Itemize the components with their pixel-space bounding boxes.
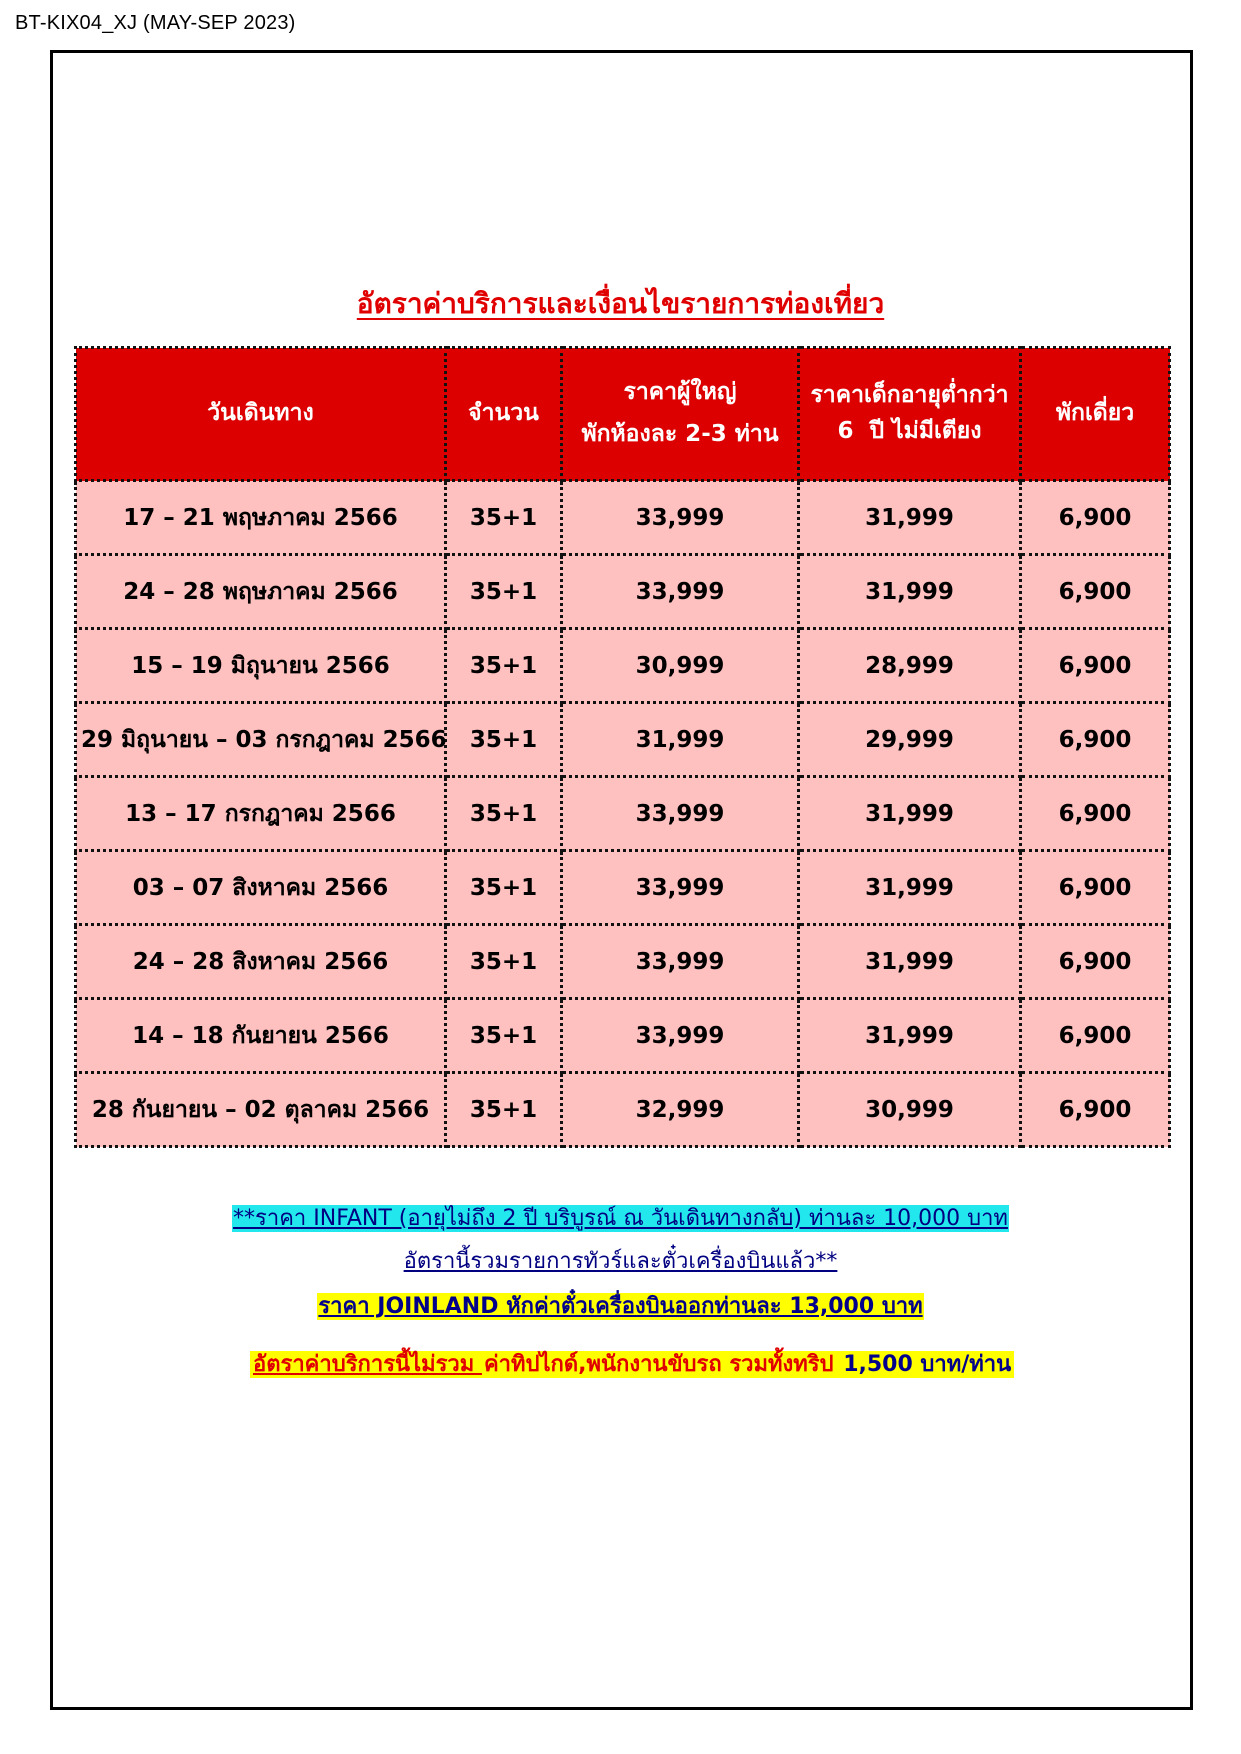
document-code: BT-KIX04_XJ (MAY-SEP 2023) (15, 12, 296, 34)
cell-child-price: 30,999 (799, 1073, 1021, 1147)
cell-qty: 35+1 (446, 1073, 562, 1147)
cell-adult-price: 33,999 (562, 925, 799, 999)
cell-qty: 35+1 (446, 851, 562, 925)
cell-qty: 35+1 (446, 999, 562, 1073)
header-adult-line1: ราคาผู้ใหญ่ (623, 379, 737, 406)
table-row (76, 925, 1170, 999)
included-note (0, 1243, 1241, 1278)
header-qty: จำนวน (446, 348, 562, 481)
tip-note (250, 1346, 1014, 1381)
tip-excluded-text: อัตราค่าบริการนี้ไม่รวม (253, 1352, 482, 1377)
cell-qty: 35+1 (446, 925, 562, 999)
header-single-supplement: พักเดี่ยว (1021, 348, 1170, 481)
cell-date: 17 – 21 พฤษภาคม 2566 (76, 481, 446, 555)
table-row (76, 1073, 1170, 1147)
cell-adult-price: 30,999 (562, 629, 799, 703)
tip-box (250, 1351, 1014, 1378)
cell-qty: 35+1 (446, 555, 562, 629)
cell-date: 13 – 17 กรกฎาคม 2566 (76, 777, 446, 851)
header-child-line1: ราคาเด็กอายุต่ำกว่า (810, 382, 1009, 409)
table-row (76, 999, 1170, 1073)
cell-child-price: 31,999 (799, 999, 1021, 1073)
cell-single-price: 6,900 (1021, 777, 1170, 851)
cell-adult-price: 33,999 (562, 481, 799, 555)
cell-adult-price: 33,999 (562, 777, 799, 851)
cell-single-price: 6,900 (1021, 925, 1170, 999)
header-date: วันเดินทาง (76, 348, 446, 481)
cell-adult-price: 33,999 (562, 999, 799, 1073)
cell-date: 14 – 18 กันยายน 2566 (76, 999, 446, 1073)
cell-qty: 35+1 (446, 777, 562, 851)
cell-child-price: 31,999 (799, 851, 1021, 925)
header-child-line2: 6 ปี ไม่มีเตียง (837, 418, 982, 444)
cell-date: 24 – 28 สิงหาคม 2566 (76, 925, 446, 999)
table-row (76, 629, 1170, 703)
cell-single-price: 6,900 (1021, 999, 1170, 1073)
header-adult-price (562, 348, 799, 481)
tip-description-text: ค่าทิปไกด์,พนักงานขับรถ รวมทั้งทริป (483, 1352, 842, 1377)
cell-single-price: 6,900 (1021, 703, 1170, 777)
cell-single-price: 6,900 (1021, 555, 1170, 629)
cell-qty: 35+1 (446, 481, 562, 555)
table-row (76, 777, 1170, 851)
cell-date: 28 กันยายน – 02 ตุลาคม 2566 (76, 1073, 446, 1147)
header-adult-line2: พักห้องละ 2-3 ท่าน (581, 421, 779, 447)
cell-child-price: 29,999 (799, 703, 1021, 777)
page-title: อัตราค่าบริการและเงื่อนไขรายการท่องเที่ยว (356, 287, 885, 320)
cell-single-price: 6,900 (1021, 851, 1170, 925)
cell-child-price: 28,999 (799, 629, 1021, 703)
cell-date: 15 – 19 มิถุนายน 2566 (76, 629, 446, 703)
tip-amount-text: 1,500 บาท/ท่าน (843, 1352, 1012, 1377)
rates-table (74, 346, 1171, 1148)
infant-price-note (0, 1200, 1241, 1235)
cell-date: 03 – 07 สิงหาคม 2566 (76, 851, 446, 925)
header-child-price (799, 348, 1021, 481)
infant-price-text: **ราคา INFANT (อายุไม่ถึง 2 ปี บริบูรณ์ ณ วันเดินทางกลับ) ท่านละ 10,000 บาท (233, 1206, 1008, 1231)
table-row (76, 481, 1170, 555)
table-header-row (76, 348, 1170, 481)
cell-qty: 35+1 (446, 629, 562, 703)
cell-qty: 35+1 (446, 703, 562, 777)
table-row (76, 851, 1170, 925)
included-text: อัตรานี้รวมรายการทัวร์และตั๋วเครื่องบินแล้ว** (403, 1249, 838, 1274)
cell-adult-price: 32,999 (562, 1073, 799, 1147)
table-row (76, 555, 1170, 629)
cell-child-price: 31,999 (799, 555, 1021, 629)
cell-single-price: 6,900 (1021, 1073, 1170, 1147)
cell-child-price: 31,999 (799, 777, 1021, 851)
cell-date: 24 – 28 พฤษภาคม 2566 (76, 555, 446, 629)
joinland-note (0, 1288, 1241, 1323)
cell-single-price: 6,900 (1021, 481, 1170, 555)
cell-single-price: 6,900 (1021, 629, 1170, 703)
joinland-text: ราคา JOINLAND หักค่าตั๋วเครื่องบินออกท่านละ 13,000 บาท (318, 1294, 923, 1319)
cell-adult-price: 33,999 (562, 851, 799, 925)
table-row (76, 703, 1170, 777)
cell-date: 29 มิถุนายน – 03 กรกฎาคม 2566 (76, 703, 446, 777)
cell-adult-price: 33,999 (562, 555, 799, 629)
cell-adult-price: 31,999 (562, 703, 799, 777)
cell-child-price: 31,999 (799, 925, 1021, 999)
cell-child-price: 31,999 (799, 481, 1021, 555)
